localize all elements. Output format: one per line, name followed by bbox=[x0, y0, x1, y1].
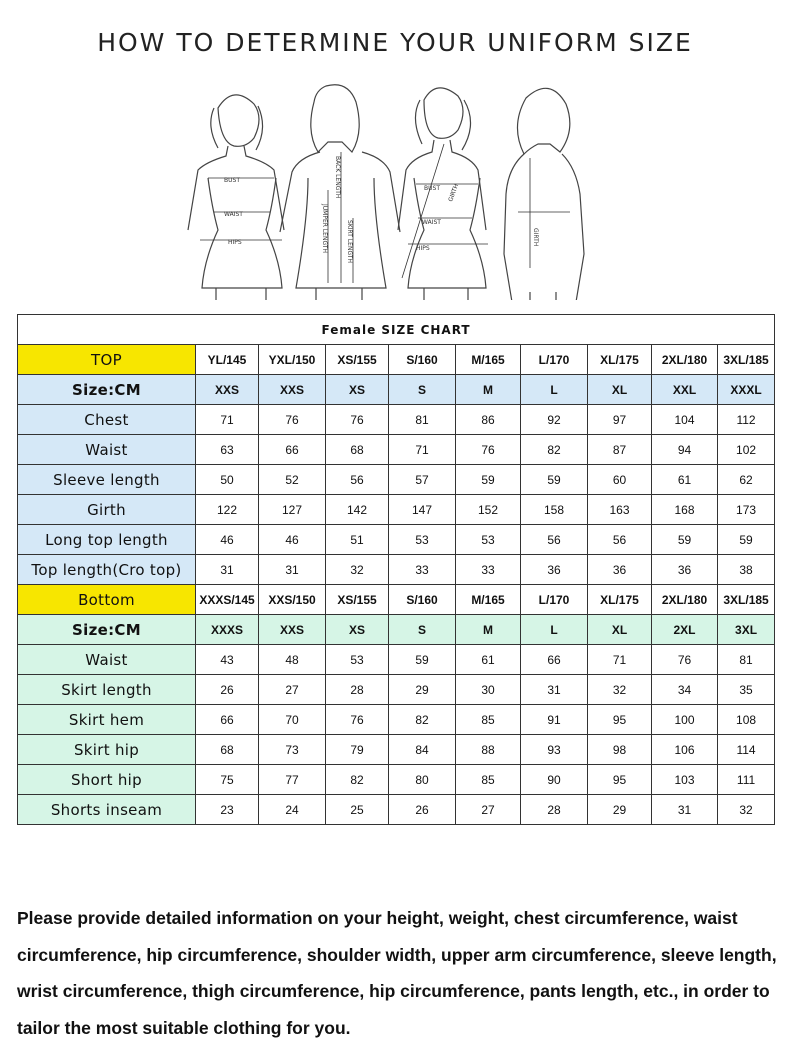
table-cell: 34 bbox=[652, 675, 718, 705]
table-cell: 32 bbox=[718, 795, 775, 825]
top-size-header: L/170 bbox=[521, 345, 588, 375]
table-cell: 68 bbox=[196, 735, 259, 765]
bust-label: BUST bbox=[224, 177, 240, 184]
table-cell: 81 bbox=[389, 405, 456, 435]
table-cell: 85 bbox=[456, 765, 521, 795]
hips-label: HIPS bbox=[228, 239, 242, 246]
table-cell: 33 bbox=[456, 555, 521, 585]
table-cell: XXXS bbox=[196, 615, 259, 645]
table-cell: XXXL bbox=[718, 375, 775, 405]
bottom-size-header: 3XL/185 bbox=[718, 585, 775, 615]
top-size-header: 3XL/185 bbox=[718, 345, 775, 375]
top-size-header: YXL/150 bbox=[259, 345, 326, 375]
table-row bbox=[18, 375, 775, 405]
table-cell: 104 bbox=[652, 405, 718, 435]
table-cell: 23 bbox=[196, 795, 259, 825]
table-row bbox=[18, 645, 775, 675]
table-cell: L bbox=[521, 615, 588, 645]
table-cell: 36 bbox=[588, 555, 652, 585]
row-label: Size:CM bbox=[18, 375, 196, 405]
row-label: Top length(Cro top) bbox=[18, 555, 196, 585]
table-cell: 3XL bbox=[718, 615, 775, 645]
figure-side bbox=[504, 88, 584, 300]
top-size-header: 2XL/180 bbox=[652, 345, 718, 375]
table-cell: 102 bbox=[718, 435, 775, 465]
table-cell: 2XL bbox=[652, 615, 718, 645]
bottom-header-row bbox=[18, 585, 775, 615]
table-cell: 56 bbox=[521, 525, 588, 555]
table-cell: XS bbox=[326, 375, 389, 405]
table-cell: 26 bbox=[196, 675, 259, 705]
table-cell: 106 bbox=[652, 735, 718, 765]
bottom-size-header: L/170 bbox=[521, 585, 588, 615]
row-label: Sleeve length bbox=[18, 465, 196, 495]
table-cell: 95 bbox=[588, 705, 652, 735]
table-cell: 147 bbox=[389, 495, 456, 525]
table-cell: 152 bbox=[456, 495, 521, 525]
table-row bbox=[18, 525, 775, 555]
table-cell: 27 bbox=[259, 675, 326, 705]
table-cell: S bbox=[389, 375, 456, 405]
table-cell: 59 bbox=[456, 465, 521, 495]
table-cell: 31 bbox=[196, 555, 259, 585]
table-cell: 79 bbox=[326, 735, 389, 765]
row-label: Skirt hem bbox=[18, 705, 196, 735]
table-cell: 50 bbox=[196, 465, 259, 495]
table-cell: 36 bbox=[521, 555, 588, 585]
row-label: Long top length bbox=[18, 525, 196, 555]
girth-label: GIRTH bbox=[447, 183, 461, 203]
table-cell: 59 bbox=[521, 465, 588, 495]
bottom-size-header: S/160 bbox=[389, 585, 456, 615]
table-cell: 73 bbox=[259, 735, 326, 765]
table-cell: XL bbox=[588, 375, 652, 405]
page-title: HOW TO DETERMINE YOUR UNIFORM SIZE bbox=[97, 28, 693, 57]
table-cell: 75 bbox=[196, 765, 259, 795]
table-cell: 91 bbox=[521, 705, 588, 735]
table-cell: 82 bbox=[389, 705, 456, 735]
table-cell: 53 bbox=[456, 525, 521, 555]
row-label: Skirt hip bbox=[18, 735, 196, 765]
chart-title: Female SIZE CHART bbox=[18, 315, 775, 345]
table-cell: 86 bbox=[456, 405, 521, 435]
table-cell: 100 bbox=[652, 705, 718, 735]
table-cell: 163 bbox=[588, 495, 652, 525]
table-cell: 60 bbox=[588, 465, 652, 495]
table-cell: M bbox=[456, 375, 521, 405]
table-row bbox=[18, 675, 775, 705]
table-cell: 173 bbox=[718, 495, 775, 525]
table-cell: 85 bbox=[456, 705, 521, 735]
table-cell: 61 bbox=[456, 645, 521, 675]
table-cell: 68 bbox=[326, 435, 389, 465]
table-cell: 103 bbox=[652, 765, 718, 795]
table-row bbox=[18, 465, 775, 495]
bottom-size-header: M/165 bbox=[456, 585, 521, 615]
bottom-header-label: Bottom bbox=[18, 585, 196, 615]
table-cell: 62 bbox=[718, 465, 775, 495]
table-cell: 43 bbox=[196, 645, 259, 675]
table-cell: 93 bbox=[521, 735, 588, 765]
table-cell: 31 bbox=[521, 675, 588, 705]
table-cell: XXS bbox=[259, 375, 326, 405]
table-cell: XXS bbox=[196, 375, 259, 405]
top-size-header: S/160 bbox=[389, 345, 456, 375]
table-cell: 142 bbox=[326, 495, 389, 525]
table-cell: 51 bbox=[326, 525, 389, 555]
table-cell: 71 bbox=[588, 645, 652, 675]
table-cell: 158 bbox=[521, 495, 588, 525]
waist-label-2: WAIST bbox=[422, 219, 441, 226]
top-header-row bbox=[18, 345, 775, 375]
table-cell: 28 bbox=[326, 675, 389, 705]
bottom-size-header: XS/155 bbox=[326, 585, 389, 615]
table-cell: 80 bbox=[389, 765, 456, 795]
table-cell: 71 bbox=[389, 435, 456, 465]
table-cell: 26 bbox=[389, 795, 456, 825]
table-cell: 53 bbox=[326, 645, 389, 675]
table-cell: 36 bbox=[652, 555, 718, 585]
measurement-figures-illustration bbox=[178, 78, 598, 300]
bottom-size-header: 2XL/180 bbox=[652, 585, 718, 615]
table-cell: 87 bbox=[588, 435, 652, 465]
table-cell: 48 bbox=[259, 645, 326, 675]
table-cell: 82 bbox=[521, 435, 588, 465]
table-row bbox=[18, 615, 775, 645]
jumper-length-label: JUMPER LENGTH bbox=[321, 204, 328, 254]
row-label: Skirt length bbox=[18, 675, 196, 705]
table-cell: 31 bbox=[652, 795, 718, 825]
bottom-size-header: XXXS/145 bbox=[196, 585, 259, 615]
table-cell: 63 bbox=[196, 435, 259, 465]
table-cell: 32 bbox=[326, 555, 389, 585]
row-label: Waist bbox=[18, 435, 196, 465]
table-cell: 71 bbox=[196, 405, 259, 435]
table-cell: 57 bbox=[389, 465, 456, 495]
table-cell: 52 bbox=[259, 465, 326, 495]
table-cell: 94 bbox=[652, 435, 718, 465]
table-cell: 46 bbox=[259, 525, 326, 555]
table-cell: 35 bbox=[718, 675, 775, 705]
table-cell: 76 bbox=[456, 435, 521, 465]
top-size-header: YL/145 bbox=[196, 345, 259, 375]
table-cell: 28 bbox=[521, 795, 588, 825]
table-cell: 59 bbox=[652, 525, 718, 555]
table-row bbox=[18, 405, 775, 435]
table-cell: 61 bbox=[652, 465, 718, 495]
table-row bbox=[18, 795, 775, 825]
top-size-header: M/165 bbox=[456, 345, 521, 375]
table-cell: 76 bbox=[652, 645, 718, 675]
top-size-header: XL/175 bbox=[588, 345, 652, 375]
table-cell: 38 bbox=[718, 555, 775, 585]
table-cell: 53 bbox=[389, 525, 456, 555]
table-cell: 31 bbox=[259, 555, 326, 585]
measurement-request-note: Please provide detailed information on your height, weight, chest circumference, waist circumference, hip circumference, shoulder width, upper arm circumference, sleeve length, wrist circumference, thigh circumference, hip circumference, pants length, etc., in order to tailor the most suitable clothing for you. bbox=[17, 908, 777, 1038]
top-header-label: TOP bbox=[18, 345, 196, 375]
table-cell: 114 bbox=[718, 735, 775, 765]
row-label: Waist bbox=[18, 645, 196, 675]
bust-label-2: BUST bbox=[424, 185, 440, 192]
table-cell: 32 bbox=[588, 675, 652, 705]
bottom-size-header: XXS/150 bbox=[259, 585, 326, 615]
table-row bbox=[18, 735, 775, 765]
table-cell: 108 bbox=[718, 705, 775, 735]
table-cell: 33 bbox=[389, 555, 456, 585]
table-row bbox=[18, 765, 775, 795]
table-cell: 92 bbox=[521, 405, 588, 435]
table-cell: 59 bbox=[389, 645, 456, 675]
table-cell: 127 bbox=[259, 495, 326, 525]
table-cell: XS bbox=[326, 615, 389, 645]
table-cell: 81 bbox=[718, 645, 775, 675]
table-cell: 111 bbox=[718, 765, 775, 795]
table-cell: 29 bbox=[389, 675, 456, 705]
hips-label-2: HIPS bbox=[416, 245, 430, 252]
table-cell: 77 bbox=[259, 765, 326, 795]
table-cell: 95 bbox=[588, 765, 652, 795]
table-cell: M bbox=[456, 615, 521, 645]
table-cell: S bbox=[389, 615, 456, 645]
table-row bbox=[18, 555, 775, 585]
table-cell: 70 bbox=[259, 705, 326, 735]
table-row bbox=[18, 705, 775, 735]
table-cell: XL bbox=[588, 615, 652, 645]
table-row bbox=[18, 435, 775, 465]
table-cell: 76 bbox=[259, 405, 326, 435]
size-chart-table bbox=[17, 314, 775, 825]
table-cell: 88 bbox=[456, 735, 521, 765]
table-cell: 122 bbox=[196, 495, 259, 525]
table-cell: XXL bbox=[652, 375, 718, 405]
table-cell: 66 bbox=[259, 435, 326, 465]
table-cell: 56 bbox=[588, 525, 652, 555]
figure-side-front bbox=[398, 88, 486, 300]
table-row bbox=[18, 495, 775, 525]
bottom-size-header: XL/175 bbox=[588, 585, 652, 615]
row-label: Girth bbox=[18, 495, 196, 525]
waist-label: WAIST bbox=[224, 211, 243, 218]
skirt-length-label: SKIRT LENGTH bbox=[346, 220, 353, 264]
table-cell: 90 bbox=[521, 765, 588, 795]
back-length-label: BACK LENGTH bbox=[334, 156, 341, 199]
table-cell: 76 bbox=[326, 705, 389, 735]
table-cell: 66 bbox=[521, 645, 588, 675]
figure-front bbox=[188, 95, 284, 300]
table-cell: 97 bbox=[588, 405, 652, 435]
table-cell: 29 bbox=[588, 795, 652, 825]
row-label: Shorts inseam bbox=[18, 795, 196, 825]
table-cell: 24 bbox=[259, 795, 326, 825]
table-cell: 76 bbox=[326, 405, 389, 435]
table-cell: 25 bbox=[326, 795, 389, 825]
table-cell: 56 bbox=[326, 465, 389, 495]
row-label: Chest bbox=[18, 405, 196, 435]
table-cell: 46 bbox=[196, 525, 259, 555]
table-cell: L bbox=[521, 375, 588, 405]
table-cell: 66 bbox=[196, 705, 259, 735]
top-size-header: XS/155 bbox=[326, 345, 389, 375]
table-cell: 84 bbox=[389, 735, 456, 765]
table-cell: 98 bbox=[588, 735, 652, 765]
table-cell: 112 bbox=[718, 405, 775, 435]
table-cell: 27 bbox=[456, 795, 521, 825]
table-cell: 30 bbox=[456, 675, 521, 705]
table-cell: 59 bbox=[718, 525, 775, 555]
table-cell: 82 bbox=[326, 765, 389, 795]
row-label: Size:CM bbox=[18, 615, 196, 645]
table-cell: XXS bbox=[259, 615, 326, 645]
row-label: Short hip bbox=[18, 765, 196, 795]
table-cell: 168 bbox=[652, 495, 718, 525]
girth-label-2: GIRTH bbox=[532, 228, 539, 247]
